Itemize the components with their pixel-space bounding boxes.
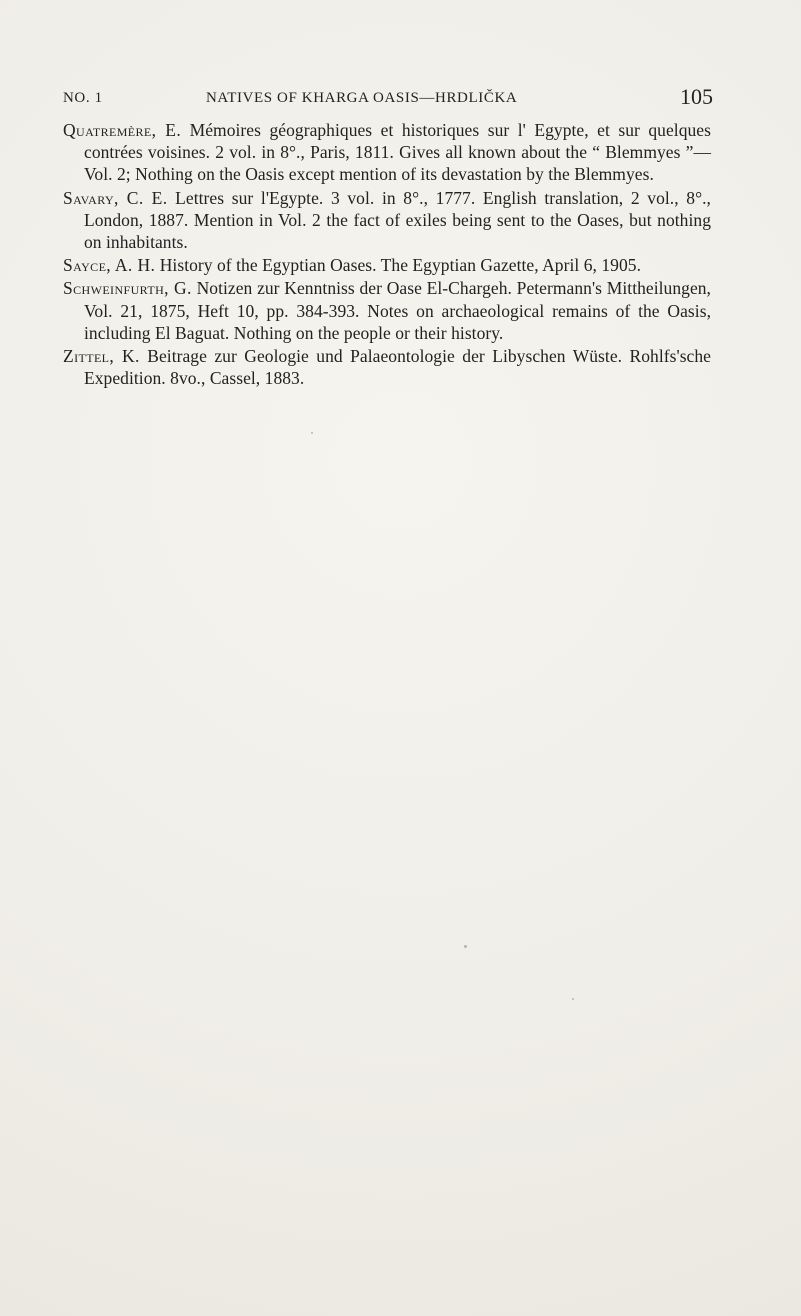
paper-speck: [311, 432, 313, 434]
bibliography-entry: [63, 119, 711, 186]
entry-author: Quatremère, E.: [63, 120, 182, 140]
entry-text: Mémoires géographiques et historiques sur l' Egypte, et sur quelques contrées voisines. 2 vol. in 8°., Paris, 1811. Gives all known about the “ Blemmyes ”—Vol. 2; Nothing on the Oasis except mention of its devastation by the Blemmyes.: [84, 120, 711, 185]
bibliography-entry: [63, 345, 711, 389]
entry-author: Sayce, A. H.: [63, 255, 156, 276]
bibliography-list: [63, 119, 711, 390]
paper-speck: [464, 945, 467, 948]
entry-author: Savary, C. E.: [63, 187, 168, 208]
entry-text: Notizen zur Kenntniss der Oase El-Chargeh. Petermann's Mittheilungen, Vol. 21, 1875, Heft 10, pp. 384-393. Notes on archaeological remains of the Oasis, including El Baguat. Nothing on the people or their history.: [84, 278, 711, 343]
entry-text: Beitrage zur Geologie und Palaeontologie der Libyschen Wüste. Rohlfs'sche Expedition. 8vo., Cassel, 1883.: [84, 346, 711, 389]
entry-author: Zittel, K.: [63, 346, 140, 367]
bibliography-entry: [63, 254, 711, 276]
entry-text: History of the Egyptian Oases. The Egyptian Gazette, April 6, 1905.: [159, 255, 641, 276]
bibliography-entry: [63, 277, 711, 344]
entry-text: Lettres sur l'Egypte. 3 vol. in 8°., 1777. English translation, 2 vol., 8°., London, 1887. Mention in Vol. 2 the fact of exiles being sent to the Oases, but nothing on inhabitants.: [84, 187, 711, 253]
running-title: NATIVES OF KHARGA OASIS—HRDLIČKA: [206, 90, 518, 106]
page-number: 105: [680, 84, 713, 109]
entry-author: Schweinfurth, G.: [63, 278, 192, 299]
paper-speck: [572, 998, 574, 1000]
series-number: NO. 1: [63, 90, 103, 106]
bibliography-entry: [63, 187, 711, 254]
running-head: [63, 84, 713, 112]
